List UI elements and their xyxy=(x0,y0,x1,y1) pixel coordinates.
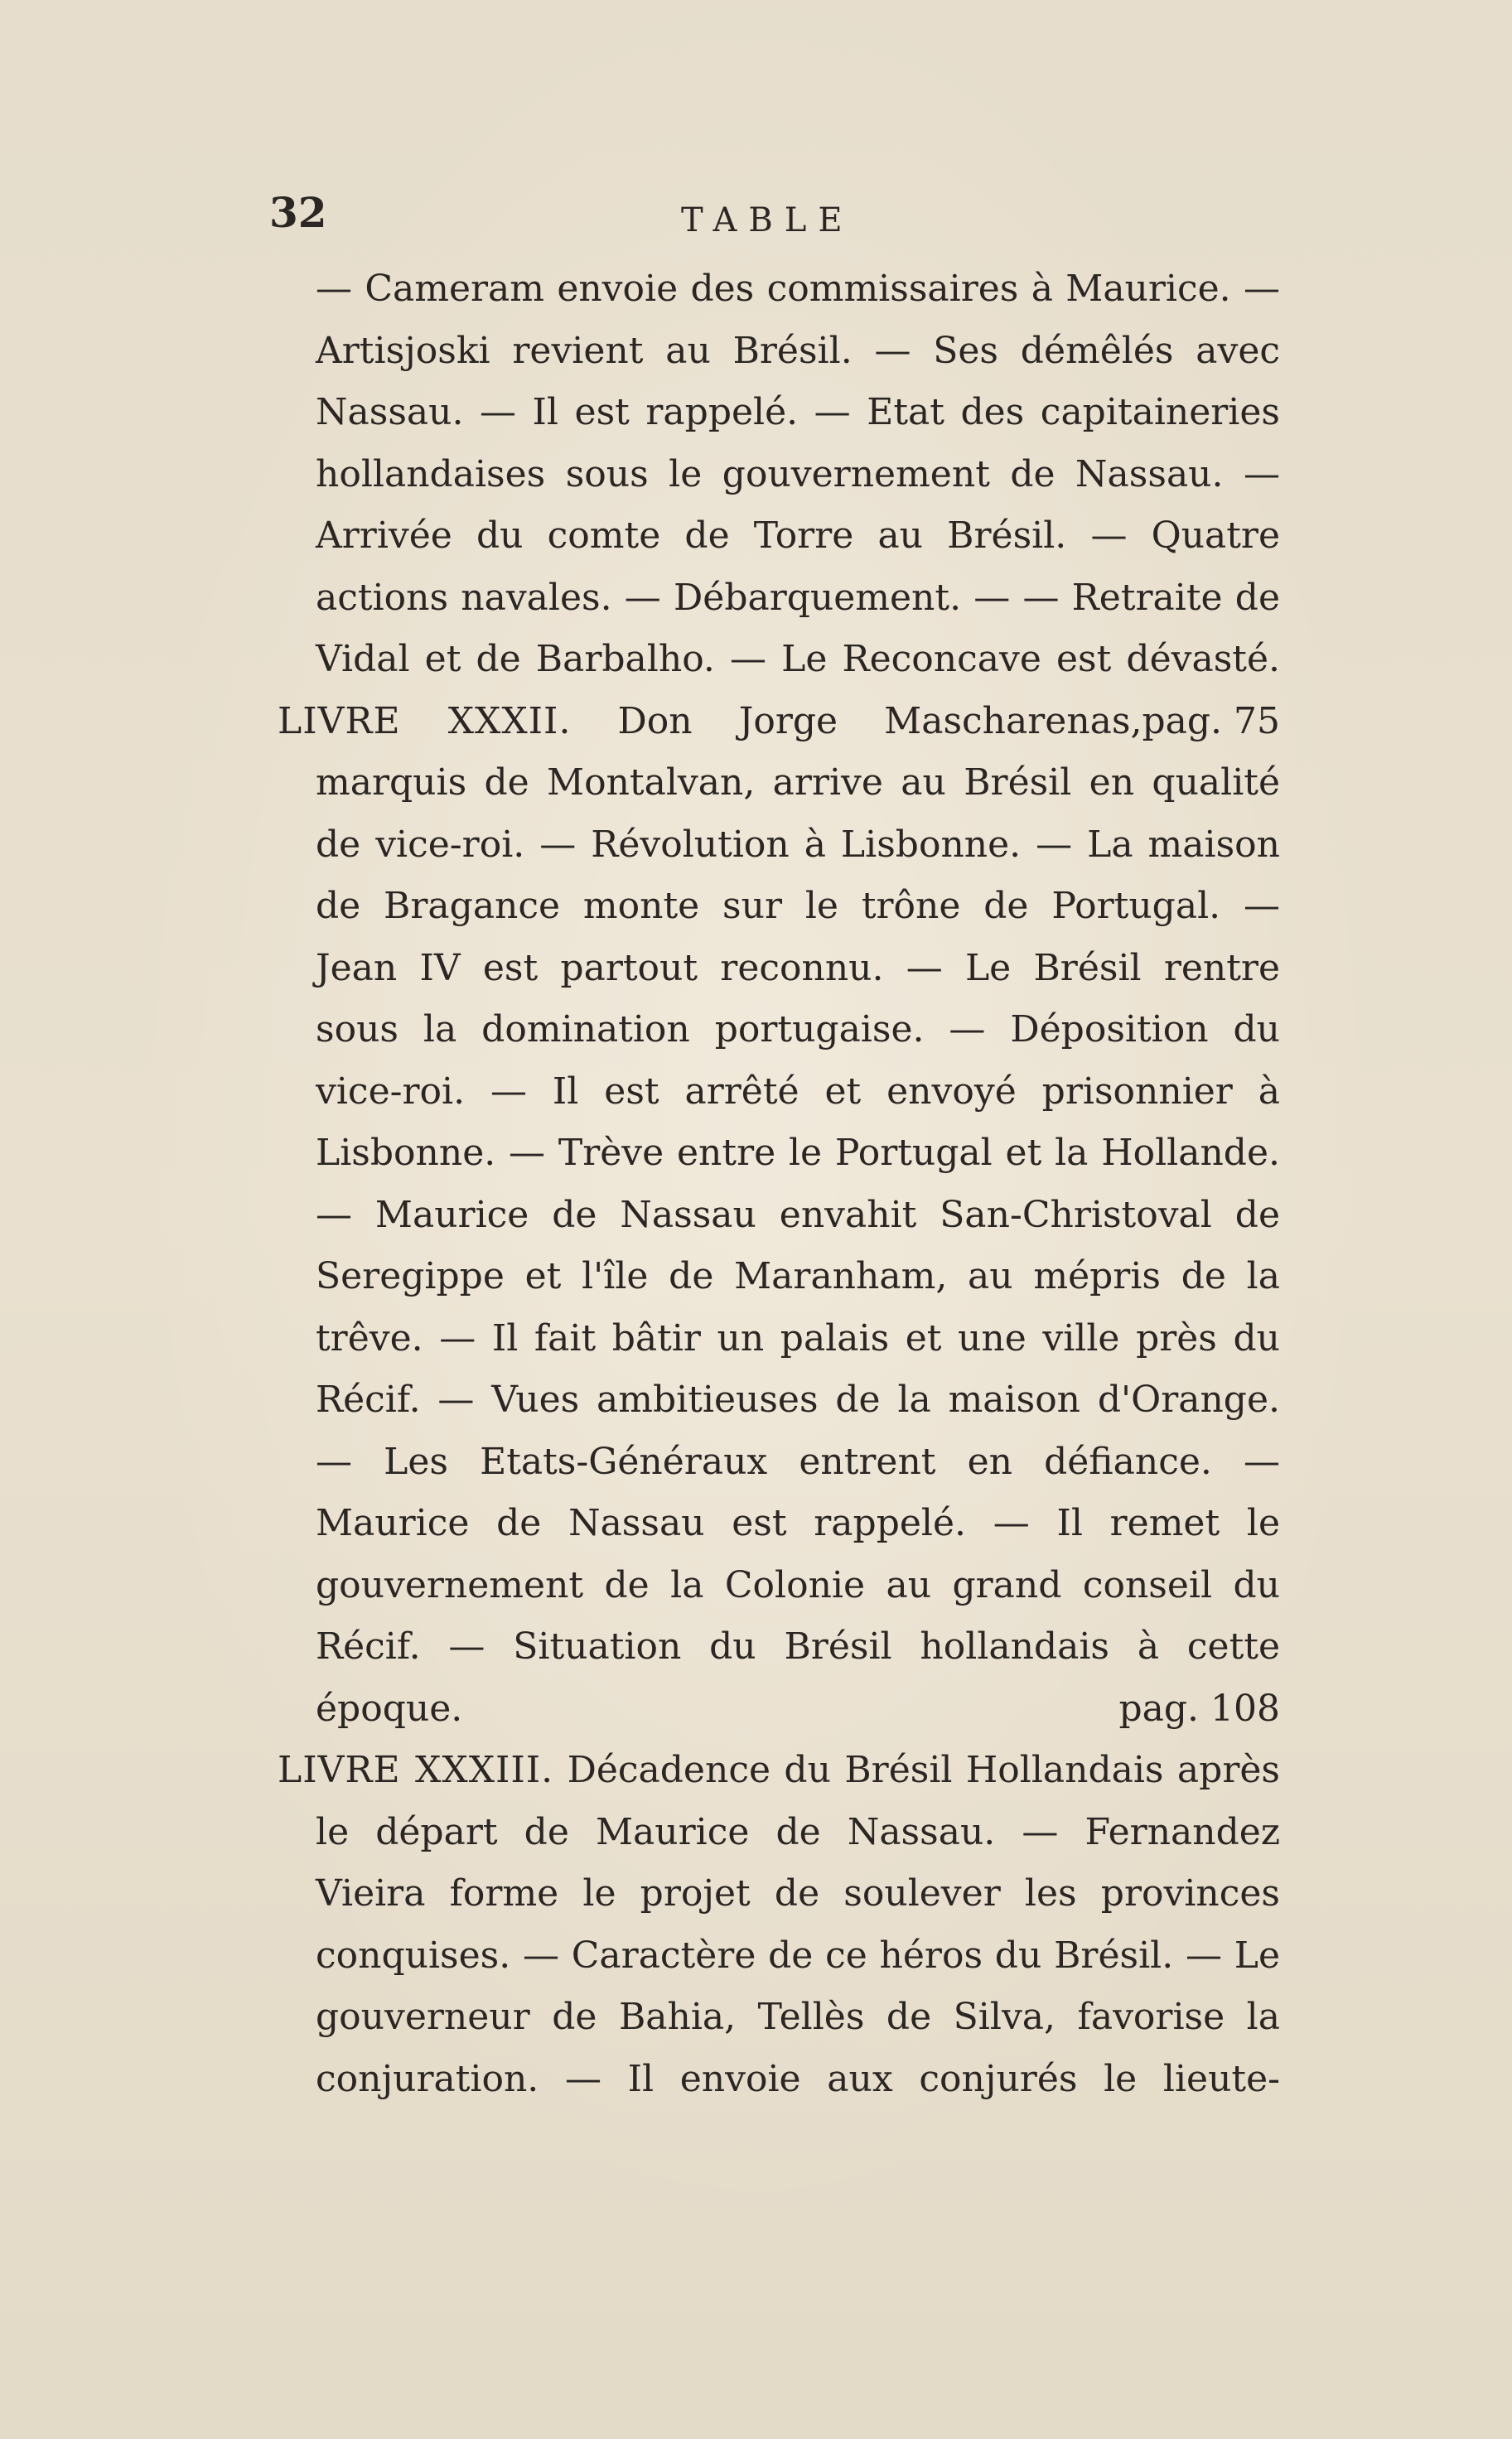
entry-text: Décadence du Brésil Hollandais après le départ de Maurice de Nassau. — Fernandez Vieira forme le projet de soulever les provinces conquises. — Caractère de ce héros du Brésil. — Le gouverneur de Bahia, Tellès de Silva, favorise la conjuration. — Il envoie aux conjurés le lieute- xyxy=(316,1749,1280,2100)
entry-text: — Cameram envoie des commissaires à Maurice. — Artisjoski revient au Brésil. — Ses démêlés avec Nassau. — Il est rappelé. — Etat des capitaineries hollandaises sous le gouvernement de Nassau. — Arrivée du comte de Torre au Brésil. — Quatre actions navales. — Débarquement. — — Retraite de Vidal et de Barbalho. — Le Reconcave est dévasté. xyxy=(316,268,1280,680)
toc-entry-livre-xxxiii xyxy=(278,1740,1280,2110)
page-number: 32 xyxy=(269,188,327,237)
page-reference: pag. 75 xyxy=(1142,699,1280,742)
toc-entry-livre-xxxii xyxy=(278,691,1280,1741)
running-head: TABLE xyxy=(681,201,854,239)
page-reference: pag. 108 xyxy=(1118,1687,1280,1730)
table-of-contents xyxy=(278,258,1280,2110)
entry-text: Don Jorge Mascharenas, marquis de Montalvan, arrive au Brésil en qualité de vice-roi. — Révolution à Lisbonne. — La maison de Bragance monte sur le trône de Portugal. — Jean IV est partout reconnu. — Le Brésil rentre sous la domination portugaise. — Déposition du vice-roi. — Il est arrêté et envoyé prisonnier à Lisbonne. — Trève entre le Portugal et la Hollande. — Maurice de Nassau envahit San-Christoval de Seregippe et l'île de Maranham, au mépris de la trêve. — Il fait bâtir un palais et une ville près du Récif. — Vues ambitieuses de la maison d'Orange. — Les Etats-Généraux entrent en défiance. — Maurice de Nassau est rappelé. — Il remet le gouvernement de la Colonie au grand conseil du Récif. — Situation du Brésil hollandais à cette époque. xyxy=(316,699,1280,1730)
entry-heading: LIVRE XXXII. xyxy=(278,699,572,742)
entry-heading: LIVRE XXXIII. xyxy=(278,1749,554,1791)
